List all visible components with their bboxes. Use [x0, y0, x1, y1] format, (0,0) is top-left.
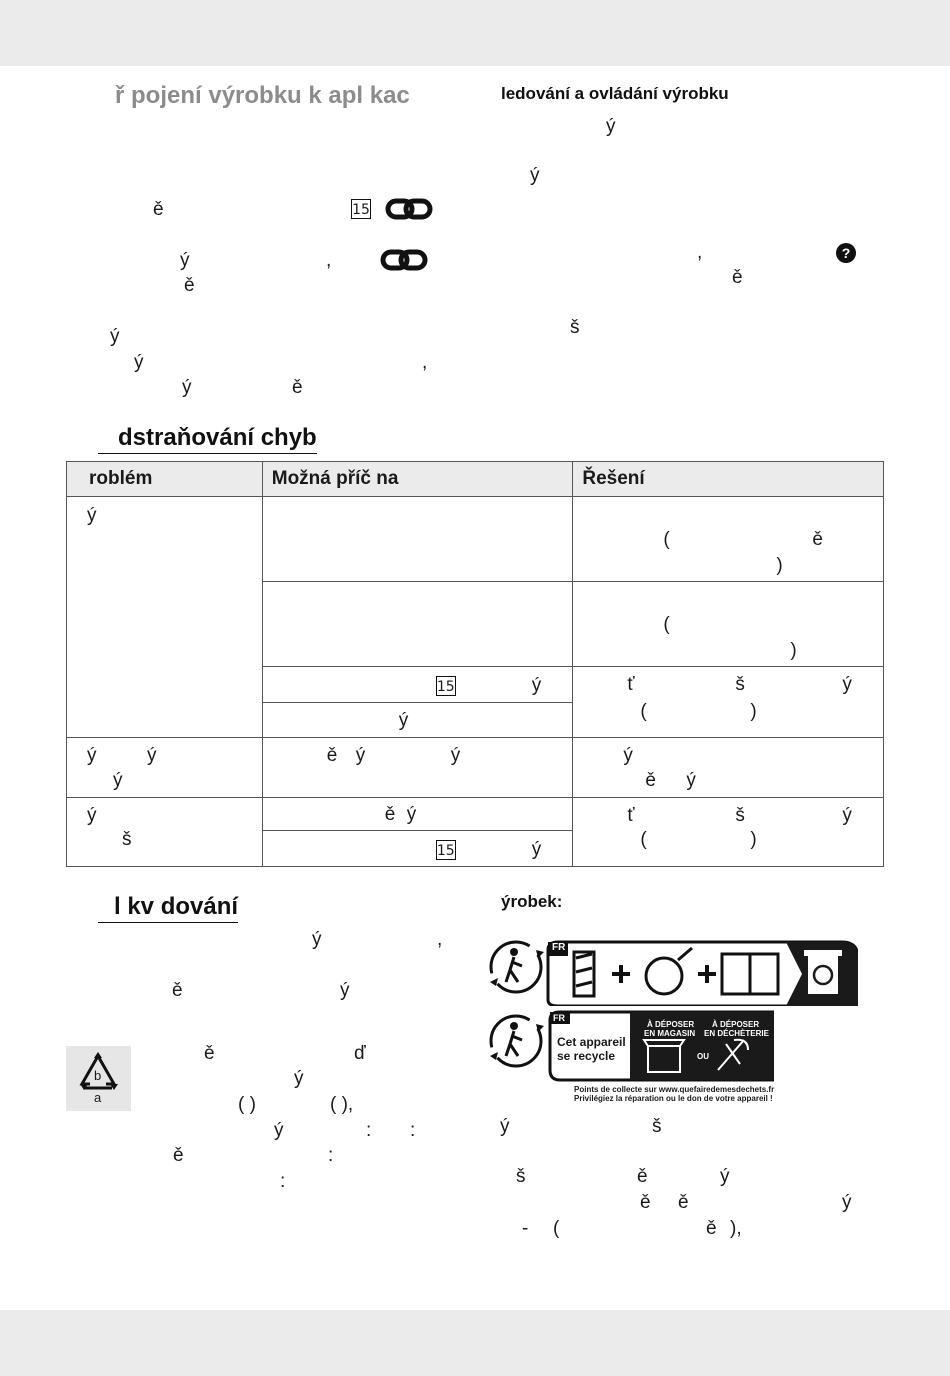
problem-cell: ý š: [67, 798, 263, 867]
recycle-text-1: Cet appareil: [557, 1035, 626, 1049]
triman-icon: [486, 936, 548, 998]
recycling-symbol-box: [66, 1046, 131, 1111]
product-heading: ýrobek:: [501, 892, 563, 911]
text-fragment: š: [516, 1166, 526, 1187]
text-fragment: ě: [172, 980, 183, 1001]
text-fragment: ď: [354, 1043, 366, 1064]
text-fragment: ,: [326, 250, 332, 271]
text-fragment: :: [410, 1120, 416, 1141]
text-fragment: -: [522, 1218, 529, 1239]
app-connection-heading: ř pojení výrobku k apl kac: [115, 82, 410, 109]
text-fragment: ý: [110, 326, 120, 347]
text-fragment: ý: [274, 1120, 284, 1141]
bottom-band: [0, 1310, 950, 1376]
text-fragment: ),: [730, 1218, 742, 1239]
text-fragment: ý: [134, 352, 144, 373]
text-fragment: ý: [182, 377, 192, 398]
text-fragment: ,: [422, 352, 428, 373]
problem-cell: ý ý ý: [67, 738, 263, 798]
text-fragment: ě: [678, 1192, 689, 1213]
text-fragment: :: [280, 1171, 286, 1192]
reference-number: 15: [436, 676, 456, 696]
text-fragment: ě: [706, 1218, 717, 1239]
column-header-cause: Možná příč na: [262, 462, 573, 497]
text-fragment: ý: [842, 1192, 852, 1213]
triman-recycle-banner: [486, 1010, 776, 1105]
cause-cell: [262, 582, 573, 667]
link-icon: [380, 248, 428, 277]
table-row: [67, 798, 884, 831]
recycle-text-2: se recycle: [557, 1049, 616, 1063]
drop-store-label-2: EN MAGASIN: [644, 1029, 696, 1038]
text-fragment: š: [570, 317, 580, 338]
cause-cell: ě ý: [262, 798, 573, 831]
sorting-pictogram: [546, 940, 858, 1006]
question-icon: ?: [836, 243, 856, 263]
text-fragment: :: [328, 1145, 334, 1166]
table-row: [67, 738, 884, 798]
troubleshooting-heading: dstraňování chyb: [98, 424, 317, 454]
text-fragment: ě: [204, 1043, 215, 1064]
text-fragment: ( ),: [330, 1094, 354, 1115]
country-badge: FR: [553, 1013, 565, 1023]
text-fragment: ,: [697, 242, 703, 263]
drop-store-label-1: À DÉPOSER: [647, 1020, 695, 1029]
triman-icon: [486, 1010, 548, 1072]
text-fragment: ě: [173, 1145, 184, 1166]
or-label: OU: [697, 1052, 709, 1061]
text-fragment: ě: [637, 1166, 648, 1187]
cause-cell: ě ý ý: [262, 738, 573, 798]
drop-center-label-2: EN DÉCHÈTERIE: [704, 1029, 769, 1038]
solution-cell: ť š ý ( ): [573, 667, 884, 738]
column-header-solution: Řešení: [573, 462, 884, 497]
text-fragment: ( ): [238, 1094, 256, 1115]
solution-cell: ( ě ): [573, 497, 884, 582]
text-fragment: ě: [184, 275, 195, 296]
text-fragment: ý: [500, 1116, 510, 1137]
troubleshooting-table: [66, 461, 884, 867]
text-fragment: ý: [530, 165, 540, 186]
text-fragment: ý: [180, 250, 190, 271]
recycle-code-bottom: a: [94, 1090, 102, 1105]
reference-number: 15: [436, 840, 456, 860]
text-fragment: ý: [294, 1068, 304, 1089]
cause-cell: 15 ý: [262, 831, 573, 867]
triman-packaging-banner: [486, 928, 858, 1008]
disposal-heading: l kv dování: [98, 893, 238, 923]
recycle-code-top: b: [94, 1068, 102, 1083]
problem-cell: ý: [67, 497, 263, 738]
text-fragment: ý: [606, 116, 616, 137]
drop-center-label-1: À DÉPOSER: [712, 1020, 760, 1029]
text-fragment: ý: [312, 929, 322, 950]
text-fragment: ě: [292, 377, 303, 398]
cause-cell: [262, 497, 573, 582]
link-icon: [385, 197, 433, 226]
collection-points-note: Points de collecte sur www.quefairedemesdechets.fr: [574, 1085, 775, 1094]
text-fragment: ý: [340, 980, 350, 1001]
text-fragment: ,: [437, 929, 443, 950]
monitoring-heading: ledování a ovládání výrobku: [501, 84, 729, 103]
reference-number: 15: [351, 199, 371, 219]
country-badge: FR: [552, 942, 566, 953]
top-band: [0, 0, 950, 66]
text-fragment: ě: [640, 1192, 651, 1213]
text-fragment: š: [652, 1116, 662, 1137]
column-header-problem: roblém: [67, 462, 263, 497]
text-fragment: ě: [732, 267, 743, 288]
solution-cell: ( ): [573, 582, 884, 667]
table-row: [67, 497, 884, 582]
table-header-row: [67, 462, 884, 497]
text-fragment: ý: [720, 1166, 730, 1187]
cause-cell: ý: [262, 703, 573, 738]
cause-cell: 15 ý: [262, 667, 573, 703]
solution-cell: ý ě ý: [573, 738, 884, 798]
text-fragment: ě: [153, 199, 164, 220]
solution-cell: ť š ý ( ): [573, 798, 884, 867]
repair-note: Privilégiez la réparation ou le don de votre appareil !: [574, 1094, 773, 1103]
text-fragment: (: [553, 1218, 560, 1239]
text-fragment: :: [366, 1120, 372, 1141]
